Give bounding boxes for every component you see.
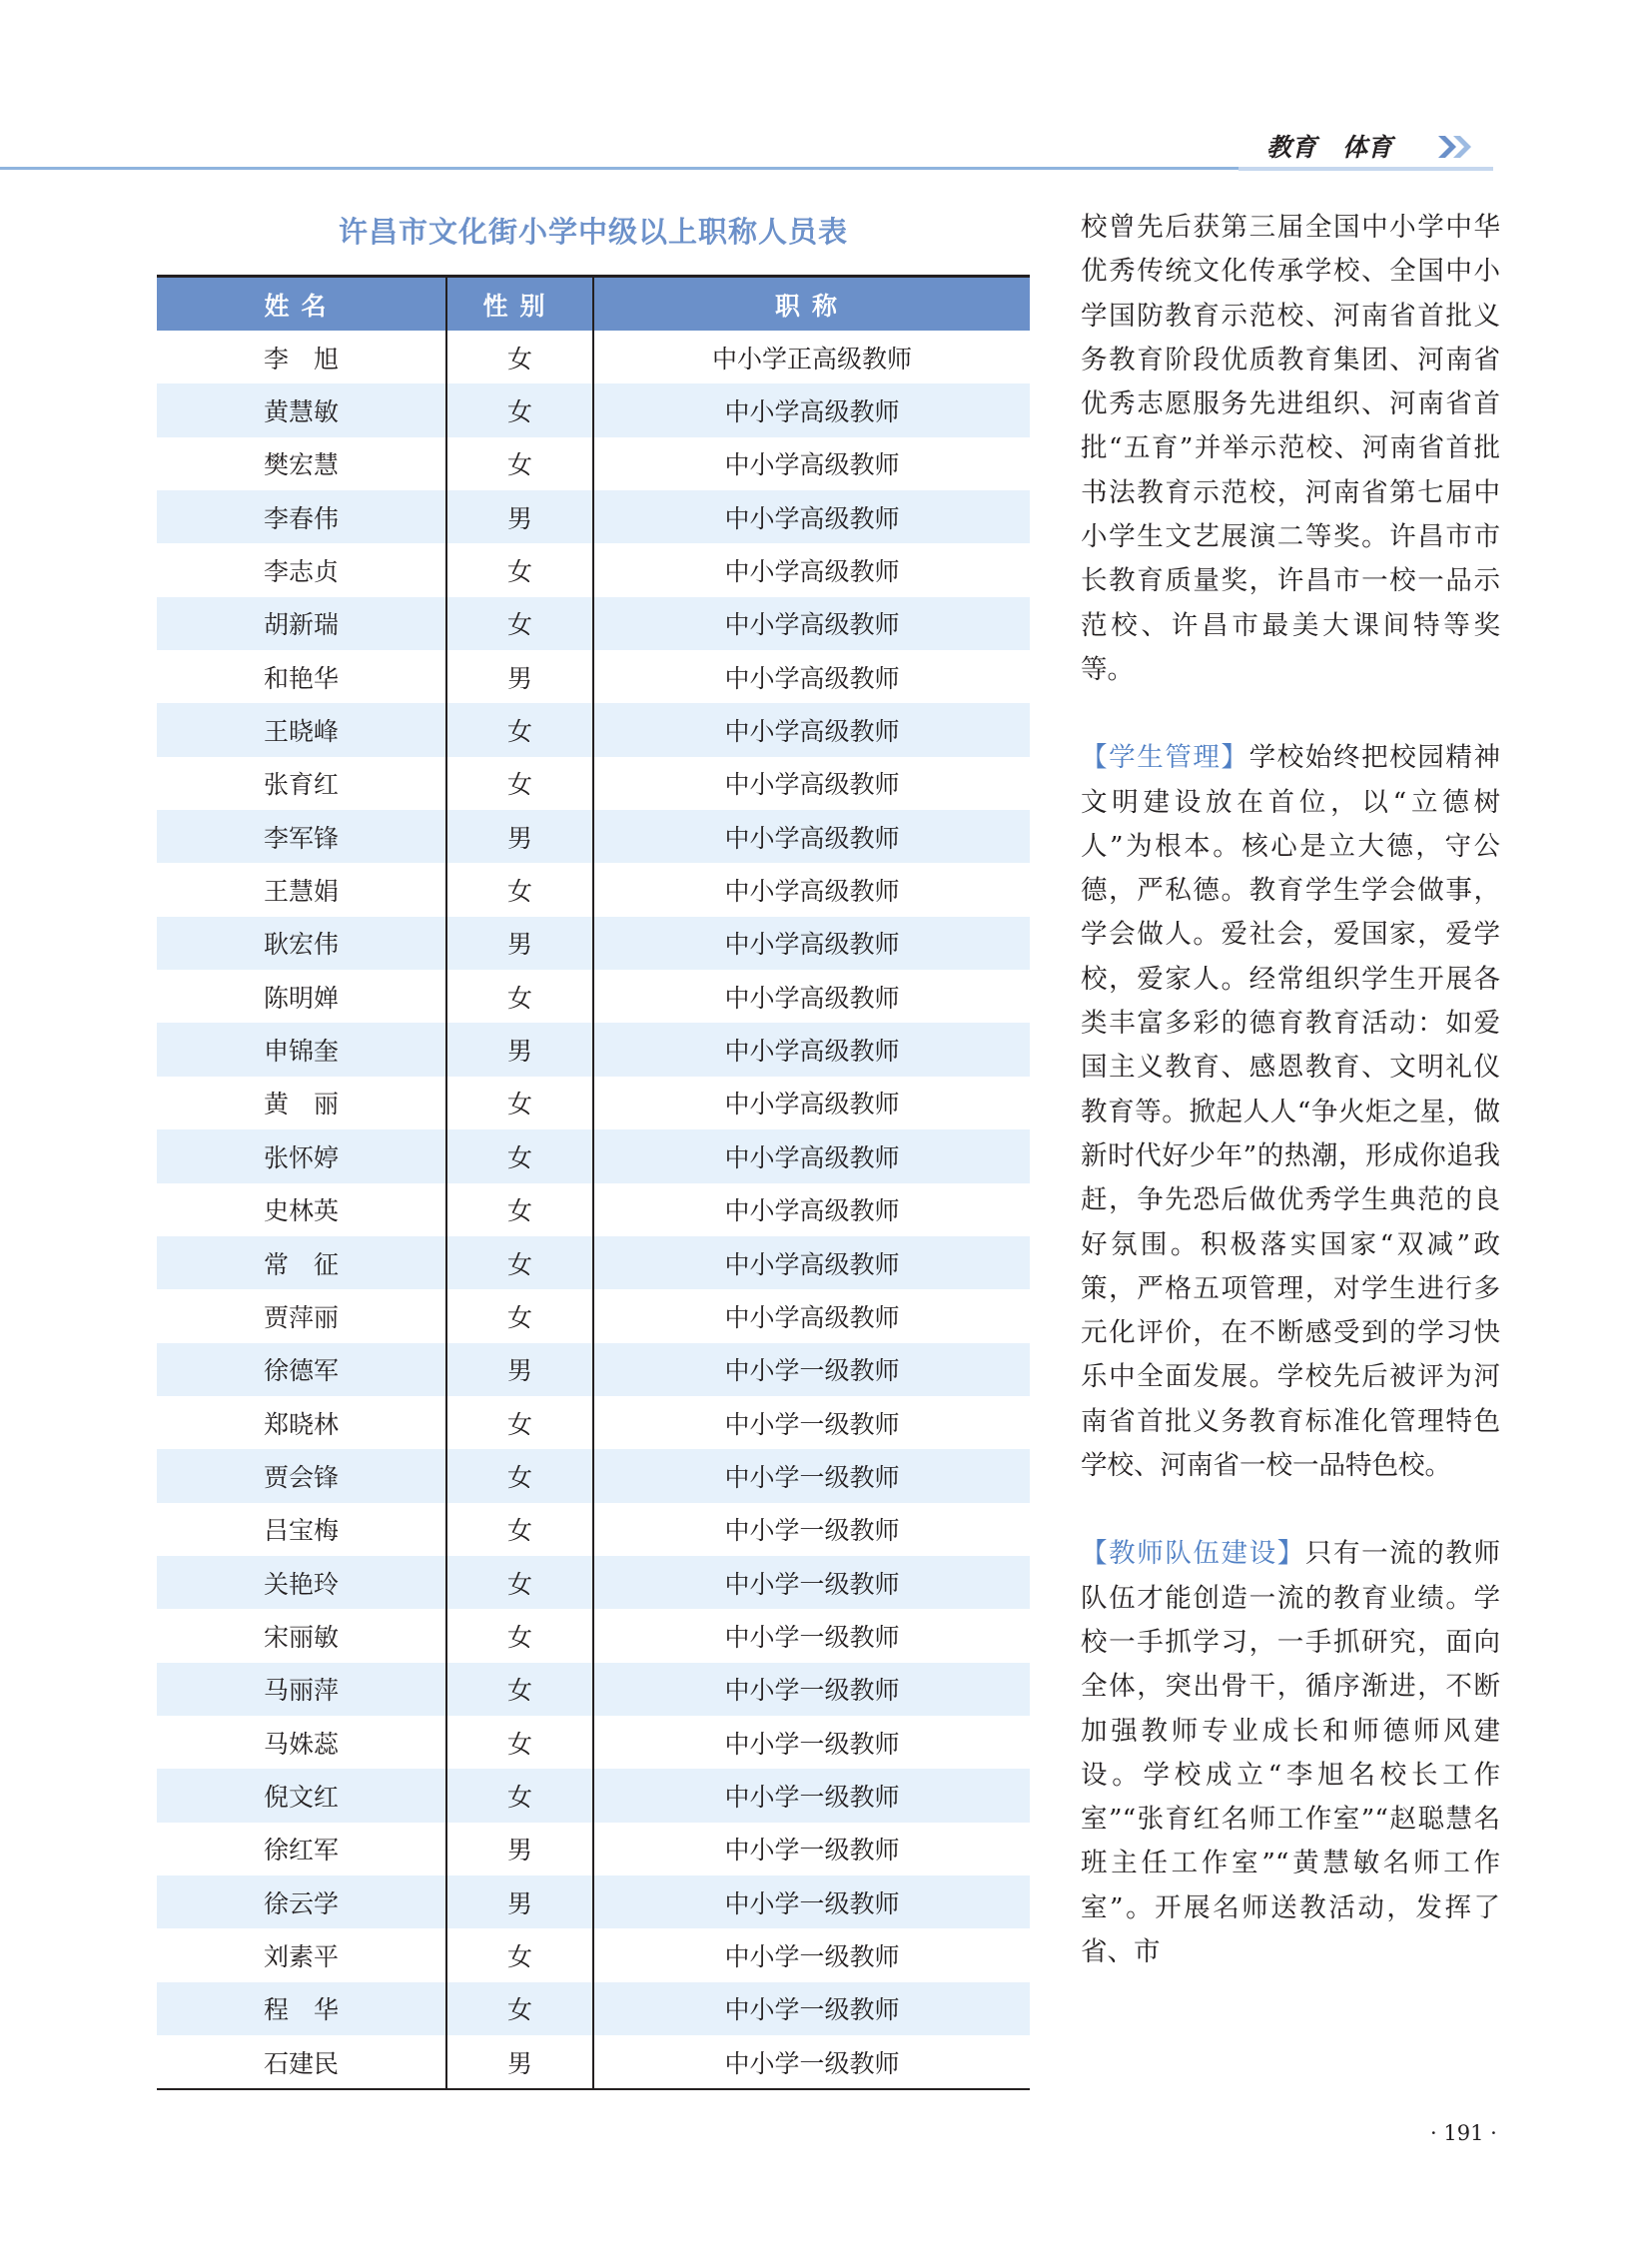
table-row <box>157 2035 1030 2089</box>
table-row <box>157 1982 1030 2035</box>
cell-gender: 女 <box>446 863 593 916</box>
cell-name: 王晓峰 <box>157 703 446 756</box>
cell-title: 中小学高级教师 <box>593 1129 1030 1182</box>
double-chevron-icon <box>1436 134 1476 160</box>
cell-gender: 女 <box>446 1077 593 1129</box>
cell-name: 李 旭 <box>263 344 339 374</box>
section-label-education: 教育 <box>1266 133 1317 162</box>
cell-gender: 男 <box>446 1875 593 1928</box>
cell-gender: 女 <box>446 1716 593 1769</box>
page-number: · 191 · <box>1430 2121 1497 2145</box>
cell-title: 中小学高级教师 <box>593 383 1030 436</box>
cell-name: 马姝蕊 <box>263 1729 339 1759</box>
cell-gender: 女 <box>446 1129 593 1182</box>
cell-gender: 女 <box>446 1289 593 1342</box>
table-title: 许昌市文化街小学中级以上职称人员表 <box>338 215 848 249</box>
cell-name: 黄 丽 <box>263 1090 339 1120</box>
table-row <box>157 1289 1030 1342</box>
table-row <box>157 1236 1030 1289</box>
paragraph-honors: 校曾先后获第三届全国中小学中华优秀传统文化传承学校、全国中小学国防教育示范校、河南省首批义务教育阶段优质教育集团、河南省优秀志愿服务先进组织、河南省首批“五育”并举示范校、河南省首批书法教育示范校，河南省第七届中小学生文艺展演二等奖。许昌市市长教育质量奖，许昌市一校一品示范校、许昌市最美大课间特等奖等。 <box>1081 212 1500 685</box>
table-row <box>157 970 1030 1023</box>
cell-gender: 女 <box>446 757 593 810</box>
cell-name: 王慧娟 <box>263 877 339 907</box>
cell-title: 中小学高级教师 <box>593 810 1030 863</box>
cell-title: 中小学一级教师 <box>593 2035 1030 2089</box>
column-header-gender: 性别 <box>446 277 593 332</box>
cell-title: 中小学高级教师 <box>593 1236 1030 1289</box>
cell-gender: 男 <box>446 650 593 703</box>
section-label-sports: 体育 <box>1342 133 1393 162</box>
cell-gender: 女 <box>446 597 593 650</box>
cell-title: 中小学一级教师 <box>593 1396 1030 1449</box>
cell-name: 徐德军 <box>157 1343 446 1396</box>
cell-name: 吕宝梅 <box>263 1516 339 1546</box>
cell-title: 中小学高级教师 <box>593 1289 1030 1342</box>
cell-title: 中小学高级教师 <box>593 970 1030 1023</box>
cell-name: 常 征 <box>157 1236 446 1289</box>
cell-title: 中小学高级教师 <box>593 863 1030 916</box>
table-row <box>157 1556 1030 1609</box>
cell-gender: 女 <box>446 1769 593 1822</box>
cell-gender: 女 <box>446 1236 593 1289</box>
cell-title: 中小学高级教师 <box>593 1183 1030 1236</box>
header-rule-accent <box>1239 167 1493 171</box>
cell-name: 郑晓林 <box>263 1409 339 1439</box>
table-row <box>157 1503 1030 1556</box>
cell-title: 中小学一级教师 <box>593 1556 1030 1609</box>
table-row <box>157 490 1030 543</box>
table-header-row <box>157 277 1030 332</box>
cell-name: 和艳华 <box>263 663 339 693</box>
cell-gender: 女 <box>446 1396 593 1449</box>
cell-gender: 女 <box>446 383 593 436</box>
section-header <box>1266 128 1392 164</box>
cell-title: 中小学一级教师 <box>593 1823 1030 1875</box>
cell-gender: 女 <box>446 1928 593 1981</box>
cell-gender: 男 <box>446 490 593 543</box>
table-row <box>157 543 1030 596</box>
cell-gender: 女 <box>446 1663 593 1716</box>
cell-title: 中小学高级教师 <box>593 650 1030 703</box>
cell-gender: 男 <box>446 1343 593 1396</box>
cell-name: 李春伟 <box>157 490 446 543</box>
cell-name: 贾萍丽 <box>263 1302 339 1332</box>
cell-title: 中小学一级教师 <box>593 1875 1030 1928</box>
cell-gender: 女 <box>446 1556 593 1609</box>
table-row <box>157 1716 1030 1769</box>
column-header-title: 职称 <box>593 277 1030 332</box>
cell-title: 中小学高级教师 <box>593 917 1030 970</box>
cell-name: 马丽萍 <box>157 1663 446 1716</box>
table-row <box>157 1077 1030 1129</box>
table-row <box>157 863 1030 916</box>
section-tag-teacher-team: 【教师队伍建设】 <box>1081 1538 1305 1570</box>
paragraph-student-management <box>1081 736 1500 1488</box>
cell-name: 李志贞 <box>263 557 339 587</box>
cell-gender: 女 <box>446 1609 593 1662</box>
cell-title: 中小学一级教师 <box>593 1663 1030 1716</box>
cell-title: 中小学一级教师 <box>593 1928 1030 1981</box>
table-row <box>157 1663 1030 1716</box>
table-row <box>157 1023 1030 1076</box>
cell-gender: 男 <box>446 2035 593 2089</box>
table-row <box>157 1823 1030 1875</box>
paragraph-text: 只有一流的教师队伍才能创造一流的教育业绩。学校一手抓学习，一手抓研究，面向全体，突出骨干，循序渐进，不断加强教师专业成长和师德师风建设。学校成立“李旭名校长工作室”“张育红名师工作室”“赵聪慧名班主任工作室”“黄慧敏名师工作室”。开展名师送教活动，发挥了省、市 <box>1081 1538 1501 1967</box>
cell-gender: 男 <box>446 810 593 863</box>
cell-title: 中小学高级教师 <box>593 1077 1030 1129</box>
article-column <box>1081 206 1500 1974</box>
cell-gender: 女 <box>446 703 593 756</box>
cell-gender: 女 <box>446 331 593 383</box>
cell-title: 中小学高级教师 <box>593 757 1030 810</box>
header-rule <box>0 167 1239 170</box>
table-row <box>157 650 1030 703</box>
paragraph-text: 学校始终把校园精神文明建设放在首位，以“立德树人”为根本。核心是立大德，守公德，严私德。教育学生学会做事，学会做人。爱社会，爱国家，爱学校，爱家人。经常组织学生开展各类丰富多彩的德育教育活动：如爱国主义教育、感恩教育、文明礼仪教育等。掀起人人“争火炬之星，做新时代好少年”的热潮，形成你追我赶，争先恐后做优秀学生典范的良好氛围。积极落实国家“双减”政策，严格五项管理，对学生进行多元化评价，在不断感受到的学习快乐中全面发展。学校先后被评为河南省首批义务教育标准化管理特色学校、河南省一校一品特色校。 <box>1081 742 1501 1482</box>
table-row <box>157 597 1030 650</box>
cell-gender: 男 <box>446 917 593 970</box>
cell-title: 中小学高级教师 <box>593 1023 1030 1076</box>
table-row <box>157 917 1030 970</box>
cell-name: 徐红军 <box>263 1836 339 1866</box>
cell-name: 张育红 <box>263 770 339 800</box>
table-row <box>157 1449 1030 1502</box>
column-header-name: 姓名 <box>157 277 446 332</box>
table-row <box>157 1875 1030 1928</box>
cell-title: 中小学高级教师 <box>593 597 1030 650</box>
table-row <box>157 810 1030 863</box>
table-row <box>157 383 1030 436</box>
table-row <box>157 1343 1030 1396</box>
cell-name: 关艳玲 <box>157 1556 446 1609</box>
cell-name: 樊宏慧 <box>263 450 339 480</box>
cell-title: 中小学一级教师 <box>593 1982 1030 2035</box>
cell-gender: 女 <box>446 437 593 490</box>
table-row <box>157 1769 1030 1822</box>
cell-name: 胡新瑞 <box>157 597 446 650</box>
cell-title: 中小学一级教师 <box>593 1449 1030 1502</box>
cell-name: 李军锋 <box>157 810 446 863</box>
cell-name: 申锦奎 <box>157 1023 446 1076</box>
cell-title: 中小学高级教师 <box>593 703 1030 756</box>
cell-name: 黄慧敏 <box>157 383 446 436</box>
cell-name: 贾会锋 <box>157 1449 446 1502</box>
table-row <box>157 437 1030 490</box>
cell-title: 中小学一级教师 <box>593 1343 1030 1396</box>
cell-title: 中小学高级教师 <box>593 437 1030 490</box>
cell-name: 倪文红 <box>157 1769 446 1822</box>
cell-gender: 女 <box>446 543 593 596</box>
cell-title: 中小学一级教师 <box>593 1609 1030 1662</box>
cell-title: 中小学正高级教师 <box>593 331 1030 383</box>
cell-gender: 女 <box>446 1449 593 1502</box>
cell-name: 宋丽敏 <box>263 1622 339 1652</box>
section-tag-student-management: 【学生管理】 <box>1081 742 1249 774</box>
cell-title: 中小学高级教师 <box>593 543 1030 596</box>
table-row <box>157 1609 1030 1662</box>
cell-gender: 女 <box>446 970 593 1023</box>
table-row <box>157 1183 1030 1236</box>
cell-gender: 男 <box>446 1023 593 1076</box>
table-row <box>157 1928 1030 1981</box>
cell-title: 中小学一级教师 <box>593 1503 1030 1556</box>
staff-title-table <box>157 275 1030 2090</box>
cell-title: 中小学一级教师 <box>593 1769 1030 1822</box>
table-row <box>157 331 1030 383</box>
cell-name: 刘素平 <box>263 1941 339 1971</box>
table-row <box>157 1396 1030 1449</box>
cell-gender: 女 <box>446 1183 593 1236</box>
cell-title: 中小学高级教师 <box>593 490 1030 543</box>
cell-name: 张怀婷 <box>157 1129 446 1182</box>
cell-name: 程 华 <box>157 1982 446 2035</box>
table-row <box>157 703 1030 756</box>
cell-gender: 女 <box>446 1982 593 2035</box>
paragraph-teacher-team <box>1081 1532 1500 1974</box>
cell-name: 耿宏伟 <box>157 917 446 970</box>
table-row <box>157 1129 1030 1182</box>
cell-name: 徐云学 <box>157 1875 446 1928</box>
cell-title: 中小学一级教师 <box>593 1716 1030 1769</box>
cell-name: 石建民 <box>157 2035 446 2089</box>
cell-gender: 男 <box>446 1823 593 1875</box>
cell-name: 史林英 <box>263 1196 339 1226</box>
cell-name: 陈明婵 <box>263 983 339 1013</box>
cell-gender: 女 <box>446 1503 593 1556</box>
table-row <box>157 757 1030 810</box>
